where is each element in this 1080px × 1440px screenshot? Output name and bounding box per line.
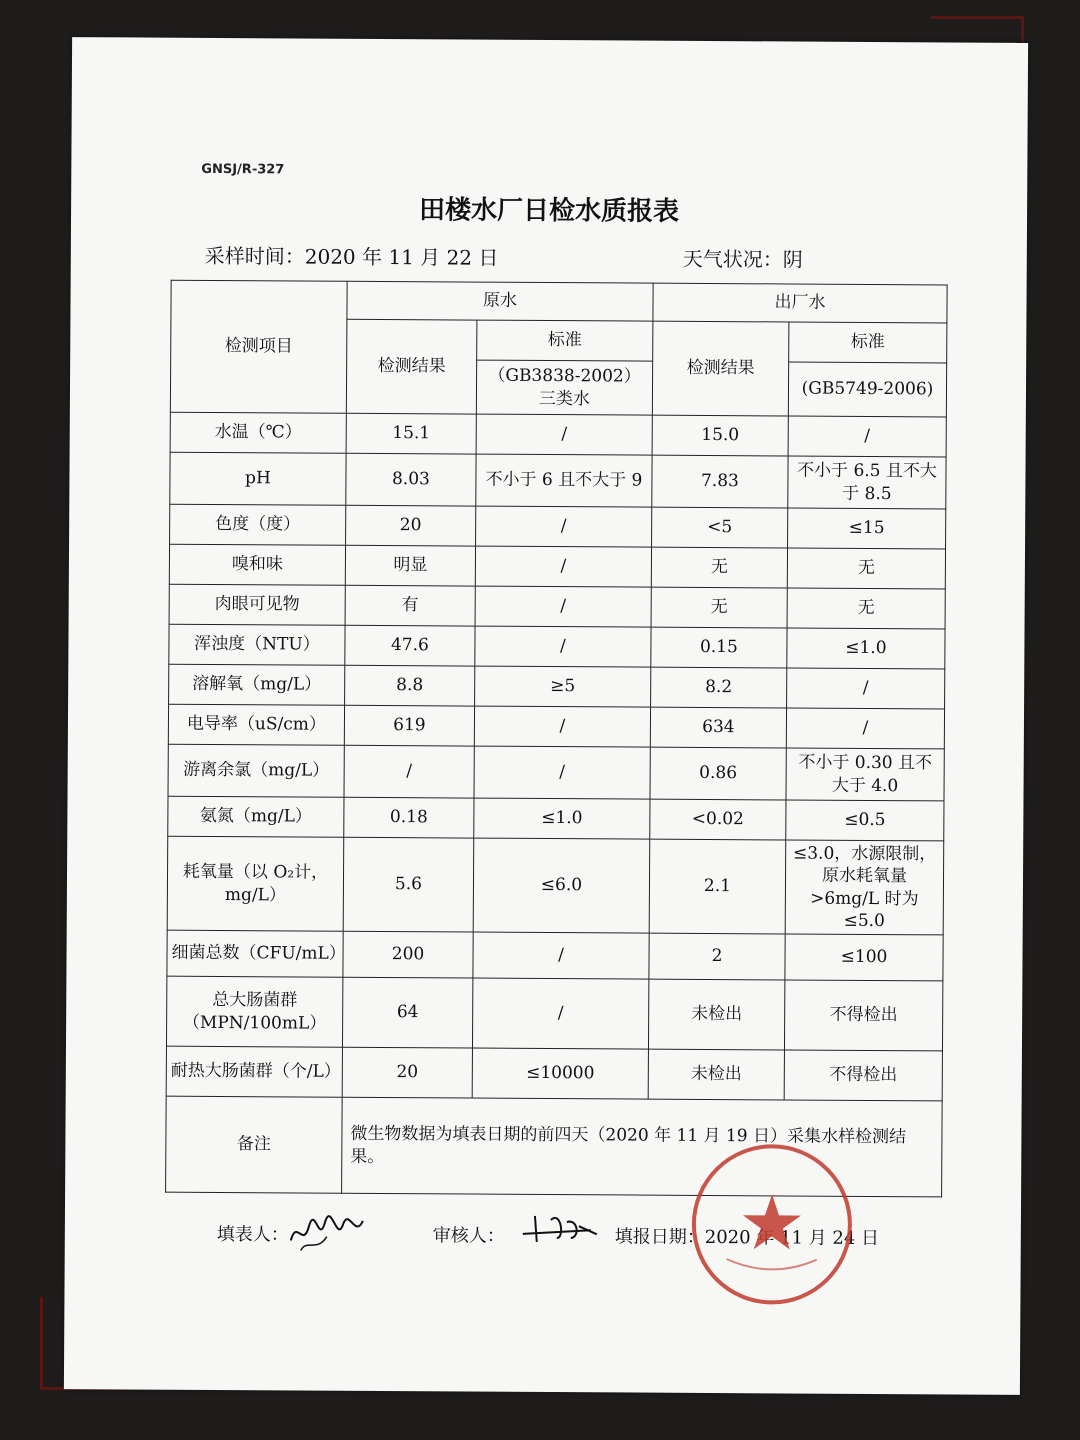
raw-standard-cell: ≤10000: [472, 1048, 648, 1099]
table-row: [169, 544, 945, 589]
raw-standard-header: 标准: [477, 320, 653, 361]
item-cell: 耐热大肠菌群（个/L）: [166, 1046, 342, 1097]
raw-standard-cell: /: [474, 746, 650, 799]
table-row: [169, 664, 945, 709]
form-code: GNSJ/R-327: [201, 161, 285, 178]
item-cell: 肉眼可见物: [169, 584, 345, 625]
raw-result-cell: 5.6: [343, 837, 474, 932]
finished-standard-cell: 不小于 6.5 且不大于 8.5: [788, 456, 946, 509]
finished-result-cell: 无: [651, 587, 787, 628]
table-row: [170, 504, 946, 549]
finished-standard-name: (GB5749-2006): [788, 362, 946, 417]
official-seal: [686, 1139, 857, 1310]
finished-result-cell: 8.2: [651, 667, 787, 708]
raw-result-cell: 200: [343, 931, 473, 978]
raw-result-cell: 15.1: [346, 413, 476, 454]
item-cell: 嗅和味: [169, 544, 345, 585]
finished-standard-header: 标准: [789, 322, 947, 363]
finished-result-cell: 2: [649, 933, 785, 980]
item-cell: 水温（℃）: [170, 412, 346, 453]
raw-result-cell: 20: [342, 1047, 472, 1098]
finished-standard-cell: 不得检出: [784, 980, 942, 1051]
item-cell: 游离余氯（mg/L）: [168, 744, 344, 797]
finished-standard-cell: 无: [787, 548, 945, 589]
header-row-1: [171, 280, 947, 323]
weather-status: 天气状况：阴: [682, 246, 803, 272]
finished-result-cell: 无: [651, 547, 787, 588]
raw-standard-cell: /: [475, 586, 651, 627]
table-row: [167, 836, 944, 935]
raw-result-cell: 47.6: [345, 625, 475, 666]
item-cell: 细菌总数（CFU/mL）: [167, 930, 343, 977]
raw-standard-cell: ≥5: [475, 666, 651, 707]
raw-standard-cell: ≤6.0: [473, 838, 650, 933]
finished-standard-cell: /: [788, 416, 946, 457]
reviewer-signature: [521, 1208, 601, 1248]
finished-standard-cell: /: [787, 668, 945, 709]
finished-result-cell: 7.83: [652, 455, 788, 508]
finished-standard-cell: ≤100: [785, 934, 943, 981]
raw-result-cell: /: [344, 745, 474, 798]
item-cell: 总大肠菌群（MPN/100mL）: [166, 976, 342, 1047]
finished-standard-cell: ≤1.0: [787, 628, 945, 669]
water-quality-table: [165, 280, 948, 1198]
finished-result-cell: 0.15: [651, 627, 787, 668]
item-cell: pH: [170, 452, 346, 505]
raw-result-cell: 64: [342, 977, 472, 1048]
raw-result-cell: 明显: [345, 545, 475, 586]
finished-standard-cell: ≤0.5: [786, 800, 944, 841]
raw-standard-cell: /: [474, 706, 650, 747]
item-cell: 浑浊度（NTU）: [169, 624, 345, 665]
raw-standard-cell: /: [472, 978, 648, 1049]
remark-text: 微生物数据为填表日期的前四天（2020 年 11 月 19 日）采集水样检测结果。: [342, 1097, 943, 1197]
table-row: [166, 1046, 942, 1101]
item-cell: 溶解氧（mg/L）: [169, 664, 345, 705]
finished-standard-cell: 不小于 0.30 且不大于 4.0: [786, 748, 944, 801]
finished-standard-cell: 无: [787, 588, 945, 629]
item-cell: 电导率（uS/cm）: [168, 704, 344, 745]
finished-result-cell: 2.1: [649, 839, 786, 934]
table-row: [168, 796, 944, 841]
table-row: [170, 412, 946, 457]
reviewer-label: 审核人：: [432, 1225, 505, 1247]
table-row: [169, 624, 945, 669]
raw-standard-cell: /: [475, 546, 651, 587]
finished-result-cell: 未检出: [648, 1049, 784, 1100]
raw-standard-cell: /: [476, 414, 652, 455]
finished-standard-cell: /: [786, 708, 944, 749]
finished-standard-cell: ≤3.0，水源限制，原水耗氧量>6mg/L 时为≤5.0: [785, 840, 944, 935]
table-row: [167, 930, 943, 981]
item-header: 检测项目: [170, 280, 347, 413]
raw-standard-cell: 不小于 6 且不大于 9: [476, 454, 652, 507]
raw-result-cell: 20: [346, 505, 476, 546]
raw-standard-class: 三类水: [538, 388, 590, 409]
raw-result-cell: 8.8: [345, 665, 475, 706]
filler-signature: [287, 1208, 367, 1254]
finished-result-cell: <5: [652, 507, 788, 548]
raw-result-cell: 8.03: [346, 453, 476, 506]
table-row: [168, 704, 944, 749]
raw-result-cell: 0.18: [344, 797, 474, 838]
sampling-time: 采样时间：2020 年 11 月 22 日: [204, 243, 499, 270]
report-title: 田楼水厂日检水质报表: [418, 195, 680, 227]
table-row: [170, 452, 946, 509]
filled-by-label: 填表人：: [216, 1223, 289, 1246]
table-row: [168, 744, 944, 801]
item-cell: 色度（度）: [170, 504, 346, 545]
table-row: [169, 584, 945, 629]
report-date: 填报日期：2020 年 11 月 24 日: [614, 1226, 880, 1250]
finished-water-header: 出厂水: [653, 283, 947, 323]
raw-standard-cell: /: [476, 506, 652, 547]
table-row: [166, 976, 942, 1051]
finished-result-header: 检测结果: [652, 321, 789, 416]
raw-standard-name: [476, 360, 652, 415]
finished-standard-cell: 不得检出: [784, 1050, 942, 1101]
report-sheet: [64, 37, 1028, 1395]
raw-result-cell: 有: [345, 585, 475, 626]
raw-standard-cell: ≤1.0: [474, 798, 650, 839]
remark-label: 备注: [166, 1096, 343, 1193]
finished-standard-cell: ≤15: [788, 508, 946, 549]
raw-standard-code: （GB3838-2002）: [488, 366, 641, 387]
raw-standard-cell: /: [475, 626, 651, 667]
item-cell: 氨氮（mg/L）: [168, 796, 344, 837]
finished-result-cell: 634: [650, 707, 786, 748]
item-cell: 耗氧量（以 O₂计，mg/L）: [167, 836, 344, 931]
finished-result-cell: 15.0: [652, 415, 788, 456]
raw-result-cell: 619: [344, 705, 474, 746]
raw-result-header: 检测结果: [346, 319, 477, 414]
finished-result-cell: 0.86: [650, 747, 786, 800]
finished-result-cell: 未检出: [648, 979, 784, 1050]
finished-result-cell: <0.02: [650, 799, 786, 840]
raw-standard-cell: /: [473, 932, 649, 979]
raw-water-header: 原水: [347, 281, 653, 321]
